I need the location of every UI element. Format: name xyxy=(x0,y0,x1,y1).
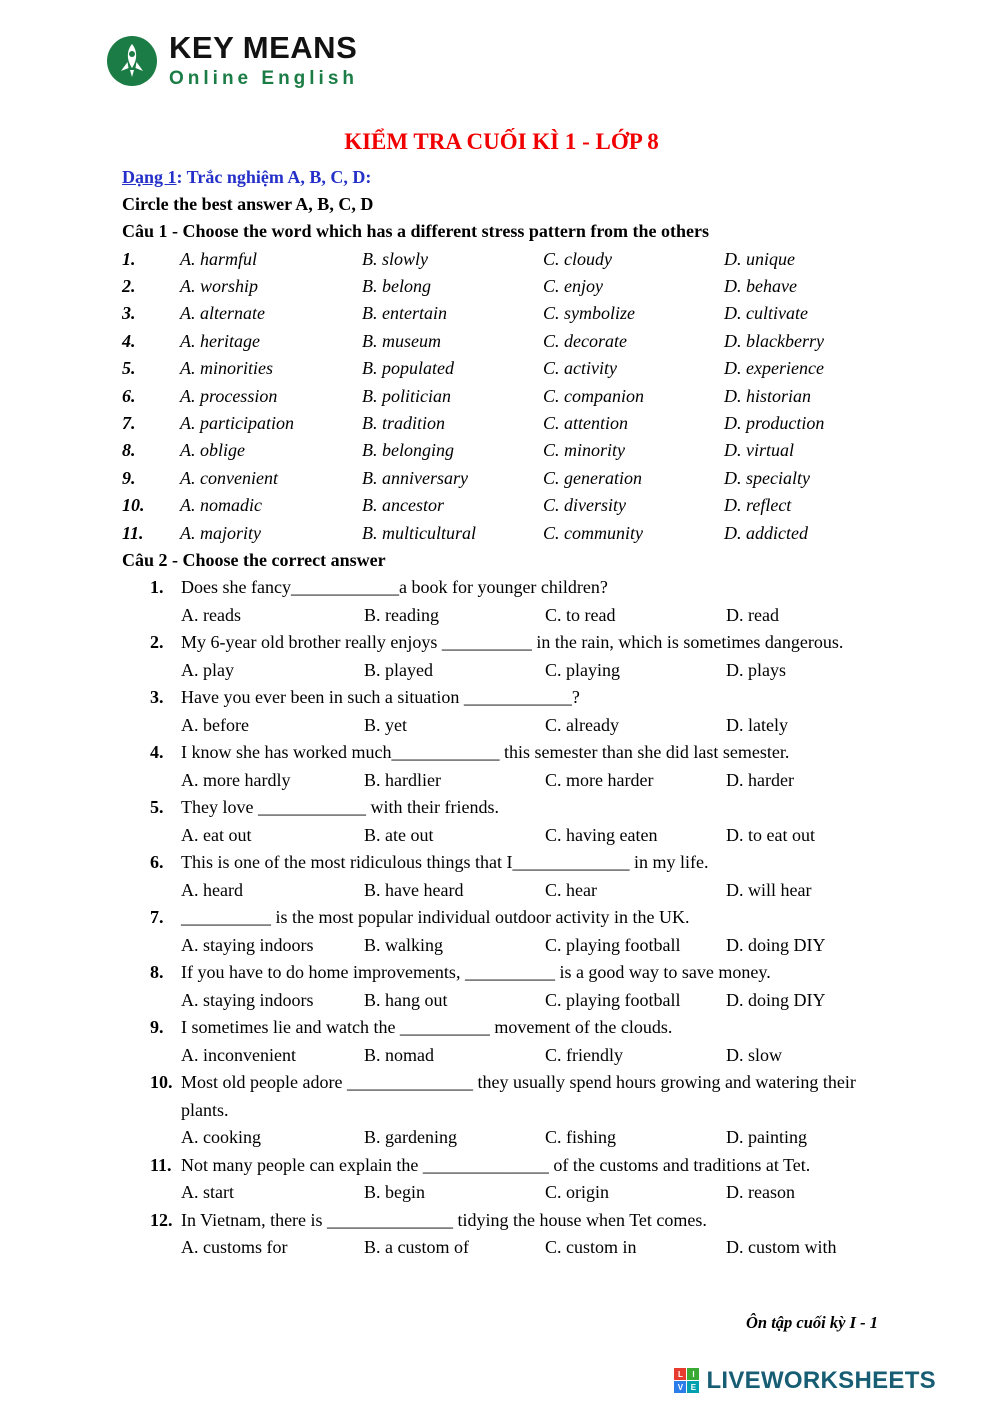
option-a[interactable]: A. harmful xyxy=(180,248,258,269)
option-c[interactable]: C. friendly xyxy=(545,1044,623,1065)
option-b[interactable]: B. have heard xyxy=(364,879,464,900)
option-a[interactable]: A. participation xyxy=(180,412,294,433)
row-number: 2. xyxy=(122,275,136,296)
option-b[interactable]: B. ancestor xyxy=(362,495,444,516)
option-b[interactable]: B. walking xyxy=(364,934,443,955)
option-a[interactable]: A. staying indoors xyxy=(181,934,314,955)
question-number: 3. xyxy=(150,687,164,708)
stress-row xyxy=(122,437,881,464)
option-d[interactable]: D. lately xyxy=(726,714,788,735)
question-number: 8. xyxy=(150,962,164,983)
question-stem: In Vietnam, there is ______________ tidying the house when Tet comes. xyxy=(181,1209,707,1230)
option-c[interactable]: C. more harder xyxy=(545,769,654,790)
stress-row xyxy=(122,328,881,355)
stress-row xyxy=(122,273,881,300)
row-number: 5. xyxy=(122,358,136,379)
option-b[interactable]: B. belonging xyxy=(362,440,454,461)
option-c[interactable]: C. symbolize xyxy=(543,303,635,324)
row-number: 10. xyxy=(122,495,145,516)
question-number: 12. xyxy=(150,1209,173,1230)
option-c[interactable]: C. to read xyxy=(545,604,616,625)
option-b[interactable]: B. yet xyxy=(364,714,407,735)
option-c[interactable]: C. playing football xyxy=(545,934,681,955)
option-d[interactable]: D. specialty xyxy=(724,467,810,488)
option-b[interactable]: B. tradition xyxy=(362,412,446,433)
option-d[interactable]: D. custom with xyxy=(726,1237,837,1258)
option-b[interactable]: B. a custom of xyxy=(364,1237,469,1258)
question-number: 9. xyxy=(150,1017,164,1038)
question-options xyxy=(181,877,861,905)
lws-square-i: I xyxy=(687,1368,699,1380)
option-c[interactable]: C. diversity xyxy=(543,495,626,516)
option-a[interactable]: A. start xyxy=(181,1182,234,1203)
option-d[interactable]: D. harder xyxy=(726,769,794,790)
question-stem: Have you ever been in such a situation ____________? xyxy=(181,687,580,708)
row-number: 6. xyxy=(122,385,136,406)
option-c[interactable]: C. activity xyxy=(543,358,617,379)
option-d[interactable]: D. painting xyxy=(726,1127,807,1148)
option-a[interactable]: A. worship xyxy=(180,275,259,296)
question-number: 1. xyxy=(150,577,164,598)
option-a[interactable]: A. nomadic xyxy=(180,495,262,516)
option-d[interactable]: D. unique xyxy=(724,248,795,269)
option-c[interactable]: C. hear xyxy=(545,879,597,900)
option-c[interactable]: C. community xyxy=(543,522,643,543)
question xyxy=(150,629,881,684)
option-b[interactable]: B. slowly xyxy=(362,248,428,269)
question-stem: Not many people can explain the ______________ of the customs and traditions at Tet. xyxy=(181,1154,811,1175)
option-b[interactable]: B. begin xyxy=(364,1182,425,1203)
option-d[interactable]: D. to eat out xyxy=(726,824,815,845)
option-d[interactable]: D. reflect xyxy=(724,495,792,516)
brand-name: KEY MEANS xyxy=(169,30,358,65)
option-b[interactable]: B. nomad xyxy=(364,1044,434,1065)
row-number: 8. xyxy=(122,440,136,461)
option-a[interactable]: A. customs for xyxy=(181,1237,288,1258)
question-options xyxy=(181,822,861,850)
question-number: 10. xyxy=(150,1072,173,1093)
stress-row xyxy=(122,383,881,410)
question xyxy=(150,739,881,794)
stress-row xyxy=(122,246,881,273)
option-a[interactable]: A. before xyxy=(181,714,249,735)
option-c[interactable]: C. custom in xyxy=(545,1237,637,1258)
option-d[interactable]: D. experience xyxy=(724,358,824,379)
dang1-label: Dạng 1 xyxy=(122,167,177,187)
option-a[interactable]: A. staying indoors xyxy=(181,989,314,1010)
question xyxy=(150,574,881,629)
option-d[interactable]: D. read xyxy=(726,604,779,625)
lws-square-l: L xyxy=(674,1368,686,1380)
option-d[interactable]: D. virtual xyxy=(724,440,794,461)
option-a[interactable]: A. inconvenient xyxy=(181,1044,296,1065)
option-c[interactable]: C. fishing xyxy=(545,1127,617,1148)
question-options xyxy=(181,1042,861,1070)
option-c[interactable]: C. having eaten xyxy=(545,824,658,845)
option-c[interactable]: C. generation xyxy=(543,467,642,488)
question-options xyxy=(181,602,861,630)
cau2-heading: Câu 2 - Choose the correct answer xyxy=(122,549,386,570)
stress-row xyxy=(122,520,881,547)
question-number: 4. xyxy=(150,742,164,763)
page-title: KIỂM TRA CUỐI KÌ 1 - LỚP 8 xyxy=(344,129,659,154)
option-a[interactable]: A. eat out xyxy=(181,824,252,845)
liveworksheets-wordmark: LIVEWORKSHEETS xyxy=(706,1366,936,1394)
dang1-heading xyxy=(122,164,881,191)
option-a[interactable]: A. majority xyxy=(180,522,261,543)
option-c[interactable]: C. playing football xyxy=(545,989,681,1010)
question xyxy=(150,1152,881,1207)
question xyxy=(150,849,881,904)
option-b[interactable]: B. ate out xyxy=(364,824,434,845)
question-number: 2. xyxy=(150,632,164,653)
row-number: 1. xyxy=(122,248,136,269)
question-options xyxy=(181,1179,861,1207)
option-b[interactable]: B. anniversary xyxy=(362,467,468,488)
option-d[interactable]: D. production xyxy=(724,412,825,433)
brand-text xyxy=(169,32,358,90)
option-b[interactable]: B. politician xyxy=(362,385,451,406)
liveworksheets-logo[interactable] xyxy=(674,1368,936,1393)
option-c[interactable]: C. decorate xyxy=(543,330,627,351)
option-d[interactable]: D. slow xyxy=(726,1044,783,1065)
question-number: 6. xyxy=(150,852,164,873)
option-b[interactable]: B. multicultural xyxy=(362,522,476,543)
question-stem: I know she has worked much____________ this semester than she did last semester. xyxy=(181,742,790,763)
option-c[interactable]: C. minority xyxy=(543,440,626,461)
question-options xyxy=(181,712,861,740)
option-b[interactable]: B. hang out xyxy=(364,989,448,1010)
option-a[interactable]: A. procession xyxy=(180,385,278,406)
question-stem: My 6-year old brother really enjoys __________ in the rain, which is sometimes dangerous. xyxy=(181,632,844,653)
option-b[interactable]: B. entertain xyxy=(362,303,447,324)
row-number: 4. xyxy=(122,330,136,351)
question xyxy=(150,684,881,739)
option-a[interactable]: A. heard xyxy=(181,879,243,900)
question-options xyxy=(181,1234,861,1262)
option-b[interactable]: B. museum xyxy=(362,330,441,351)
question-options xyxy=(181,1124,861,1152)
cau2-questions xyxy=(122,574,881,1262)
question-options xyxy=(181,932,861,960)
question-stem: I sometimes lie and watch the __________ movement of the clouds. xyxy=(181,1017,673,1038)
instruction-line: Circle the best answer A, B, C, D xyxy=(122,194,374,214)
option-d[interactable]: D. will hear xyxy=(726,879,812,900)
question-stem: They love ____________ with their friends. xyxy=(181,797,499,818)
question-stem: This is one of the most ridiculous things that I_____________ in my life. xyxy=(181,852,709,873)
option-a[interactable]: A. cooking xyxy=(181,1127,261,1148)
option-b[interactable]: B. gardening xyxy=(364,1127,457,1148)
option-d[interactable]: D. doing DIY xyxy=(726,934,826,955)
question-stem: If you have to do home improvements, __________ is a good way to save money. xyxy=(181,962,771,983)
page-footer-label: Ôn tập cuối kỳ I - 1 xyxy=(746,1313,878,1332)
option-c[interactable]: C. enjoy xyxy=(543,275,603,296)
stress-row xyxy=(122,300,881,327)
option-d[interactable]: D. blackberry xyxy=(724,330,824,351)
row-number: 11. xyxy=(122,522,144,543)
lws-square-v: V xyxy=(674,1381,686,1393)
option-c[interactable]: C. cloudy xyxy=(543,248,612,269)
lws-square-e: E xyxy=(687,1381,699,1393)
option-b[interactable]: B. reading xyxy=(364,604,439,625)
rocket-icon xyxy=(106,35,158,87)
option-d[interactable]: D. behave xyxy=(724,275,797,296)
dang1-rest: : Trắc nghiệm A, B, C, D: xyxy=(176,167,372,187)
option-a[interactable]: A. alternate xyxy=(180,303,265,324)
cau1-heading: Câu 1 - Choose the word which has a different stress pattern from the others xyxy=(122,221,709,241)
option-a[interactable]: A. more hardly xyxy=(181,769,291,790)
row-number: 3. xyxy=(122,303,136,324)
option-b[interactable]: B. populated xyxy=(362,358,454,379)
option-d[interactable]: D. historian xyxy=(724,385,812,406)
question-number: 7. xyxy=(150,907,164,928)
option-a[interactable]: A. reads xyxy=(181,604,241,625)
question xyxy=(150,794,881,849)
stress-row xyxy=(122,355,881,382)
stress-row xyxy=(122,492,881,519)
brand-header xyxy=(106,32,358,90)
cau1-stress-table xyxy=(122,246,881,547)
question-options xyxy=(181,987,861,1015)
row-number: 9. xyxy=(122,467,136,488)
question-number: 11. xyxy=(150,1154,172,1175)
option-c[interactable]: C. attention xyxy=(543,412,628,433)
question-number: 5. xyxy=(150,797,164,818)
question-options xyxy=(181,657,861,685)
option-b[interactable]: B. hardlier xyxy=(364,769,441,790)
brand-subtitle: Online English xyxy=(169,67,359,89)
question-options xyxy=(181,767,861,795)
option-c[interactable]: C. playing xyxy=(545,659,620,680)
question xyxy=(150,904,881,959)
option-d[interactable]: D. plays xyxy=(726,659,786,680)
liveworksheets-icon xyxy=(674,1368,699,1393)
option-d[interactable]: D. reason xyxy=(726,1182,795,1203)
question-stem: __________ is the most popular individual outdoor activity in the UK. xyxy=(181,907,690,928)
question xyxy=(150,959,881,1014)
option-a[interactable]: A. minorities xyxy=(180,358,273,379)
option-c[interactable]: C. companion xyxy=(543,385,644,406)
question xyxy=(150,1014,881,1069)
option-a[interactable]: A. play xyxy=(181,659,234,680)
option-b[interactable]: B. played xyxy=(364,659,433,680)
question-stem: Most old people adore ______________ they usually spend hours growing and watering their plants. xyxy=(181,1072,856,1120)
option-d[interactable]: D. addicted xyxy=(724,522,808,543)
question-stem: Does she fancy____________a book for younger children? xyxy=(181,577,608,598)
row-number: 7. xyxy=(122,412,136,433)
option-a[interactable]: A. convenient xyxy=(180,467,278,488)
question xyxy=(150,1207,881,1262)
option-a[interactable]: A. heritage xyxy=(180,330,260,351)
option-c[interactable]: C. origin xyxy=(545,1182,610,1203)
option-b[interactable]: B. belong xyxy=(362,275,431,296)
option-d[interactable]: D. doing DIY xyxy=(726,989,826,1010)
stress-row xyxy=(122,410,881,437)
question xyxy=(150,1069,881,1152)
option-a[interactable]: A. oblige xyxy=(180,440,245,461)
option-c[interactable]: C. already xyxy=(545,714,619,735)
stress-row xyxy=(122,465,881,492)
option-d[interactable]: D. cultivate xyxy=(724,303,808,324)
